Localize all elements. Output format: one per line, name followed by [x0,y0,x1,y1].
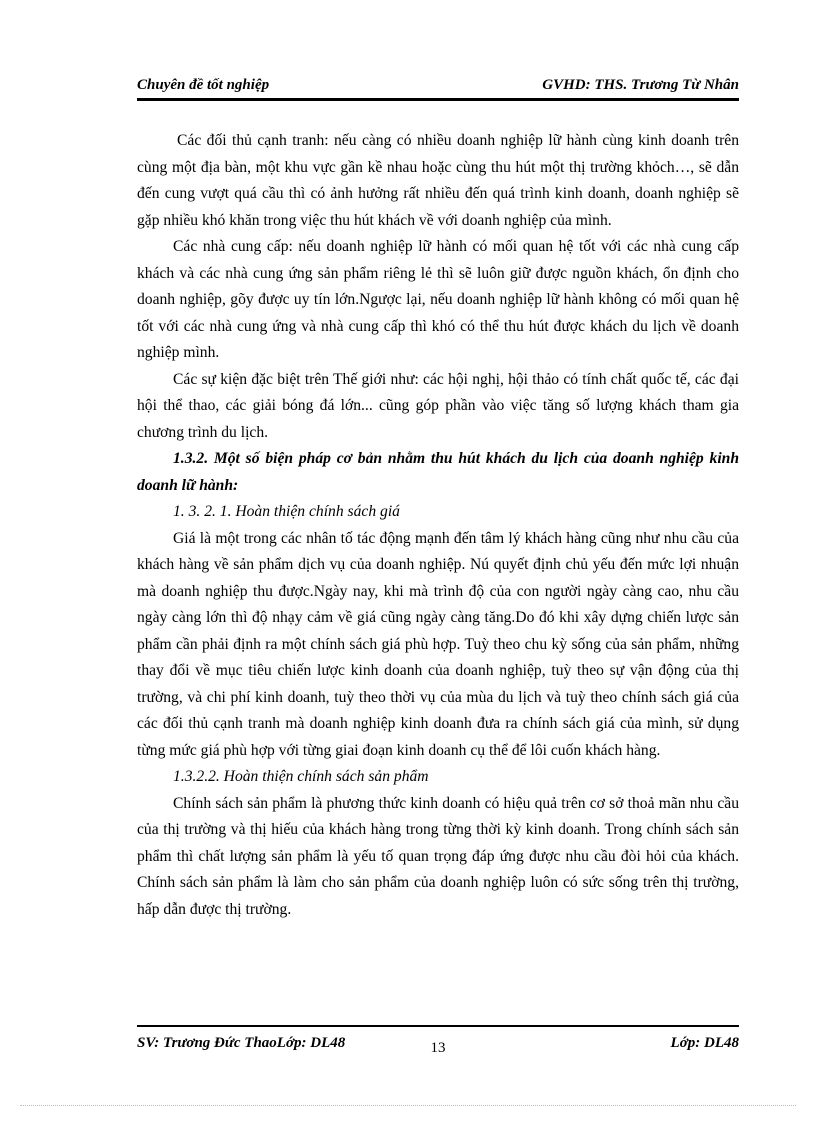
page-bottom-edge [20,1105,796,1106]
paragraph-price-policy: Giá là một trong các nhân tố tác động mạnh đến tâm lý khách hàng cũng như nhu cầu của khách hàng về sản phẩm dịch vụ của doanh nghiệp. Nú quyết định chủ yếu đến mức lợi nhuận mà doanh nghiệp thu được.Ngày nay, khi mà trình độ của con người ngày càng cao, nhu cầu ngày càng lớn thì độ nhạy cảm về giá cũng ngày càng tăng.Do đó khi xây dựng chiến lược sản phẩm cần phải định ra một chính sách giá phù hợp. Tuỳ theo chu kỳ sống của sản phẩm, những thay đổi về mục tiêu chiến lược kinh doanh của doanh nghiệp, tuỳ theo sự vận động của thị trường, và chi phí kinh doanh, tuỳ theo thời vụ của mùa du lịch và tuỳ theo chính sách giá của các đối thủ cạnh tranh mà doanh nghiệp kinh doanh đưa ra chính sách giá của mình, sử dụng từng mức giá phù hợp với từng giai đoạn kinh doanh cụ thể để lôi cuốn khách hàng. [137,529,739,759]
footer-class: Lớp: DL48 [670,1035,739,1051]
header-advisor: GVHD: THS. Trương Từ Nhân [542,77,739,93]
page-number: 13 [430,1040,446,1056]
paragraph-suppliers: Các nhà cung cấp: nếu doanh nghiệp lữ hành có mối quan hệ tốt với các nhà cung cấp khách và các nhà cung ứng sản phẩm riêng lẻ thì sẽ luôn giữ được nguồn khách, ổn định cho doanh nghiệp, gõy được uy tín lớn.Ngược lại, nếu doanh nghiệp lữ hành không có mối quan hệ tốt với các nhà cung ứng và nhà cung cấp thì khó có thể thu hút được khách du lịch về doanh nghiệp mình. [137,238,739,361]
section-heading-1-3-2: 1.3.2. Một số biện pháp cơ bản nhằm thu hút khách du lịch của doanh nghiệp kinh doanh lữ hành: [137,450,739,494]
paragraph-special-events: Các sự kiện đặc biệt trên Thế giới như: các hội nghị, hội thảo có tính chất quốc tế, các đại hội thể thao, các giải bóng đá lớn... cũng góp phần vào việc tăng số lượng khách tham gia chương trình du lịch. [137,370,739,441]
document-body [137,128,739,923]
page-footer [137,1025,739,1067]
subsection-heading-price-policy: 1. 3. 2. 1. Hoàn thiện chính sách giá [173,503,400,520]
paragraph-product-policy: Chính sách sản phẩm là phương thức kinh doanh có hiệu quả trên cơ sở thoả mãn nhu cầu của thị trường và thị hiếu của khách hàng trong từng thời kỳ kinh doanh. Trong chính sách sản phẩm thì chất lượng sản phẩm là yếu tố quan trọng đáp ứng được nhu cầu đòi hỏi của khách. Chính sách sản phẩm là làm cho sản phẩm của doanh nghiệp luôn có sức sống trên thị trường, hấp dẫn được thị trường. [137,794,739,918]
page-header [137,74,739,101]
paragraph-competitors: Các đối thủ cạnh tranh: nếu càng có nhiều doanh nghiệp lữ hành cùng kinh doanh trên cùng một địa bàn, một khu vực gần kề nhau hoặc cùng thu hút một thị trường khỏch…, sẽ dẫn đến cung vượt quá cầu thì có ảnh hưởng rất nhiều đến quá trình kinh doanh, doanh nghiệp sẽ gặp nhiều khó khăn trong việc thu hút khách về với doanh nghiệp của mình. [137,132,739,229]
subsection-heading-product-policy: 1.3.2.2. Hoàn thiện chính sách sản phẩm [173,768,429,785]
header-document-type: Chuyên đề tốt nghiệp [137,77,270,93]
footer-student: SV: Trương Đức ThaoLớp: DL48 [137,1035,346,1051]
